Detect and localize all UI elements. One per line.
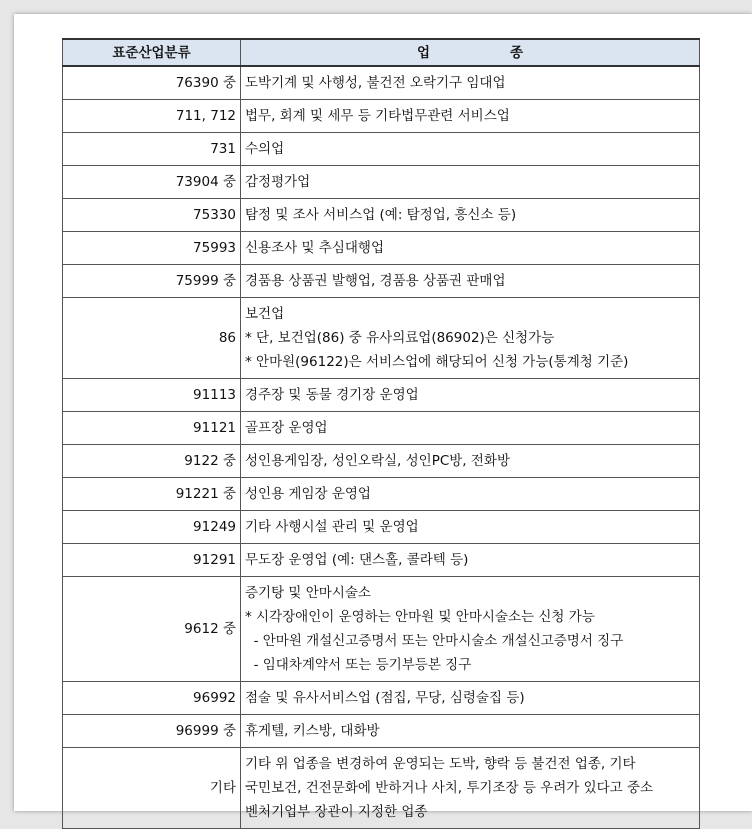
- industry-name-line: 경품용 상품권 발행업, 경품용 상품권 판매업: [245, 272, 506, 289]
- table-row: [63, 99, 700, 132]
- industry-name-line: 신용조사 및 추심대행업: [245, 239, 384, 256]
- industry-name-cell: [241, 477, 700, 510]
- industry-name-cell: [241, 681, 700, 714]
- table-body: [63, 66, 700, 828]
- industry-code-cell: 96992: [63, 681, 241, 714]
- table-row: [63, 747, 700, 828]
- industry-code-cell: 91113: [63, 378, 241, 411]
- industry-code-cell: 9612 중: [63, 576, 241, 681]
- header-name-left: 업: [416, 44, 430, 61]
- industry-name-cell: [241, 297, 700, 378]
- table-row: [63, 165, 700, 198]
- industry-name-line: 증기탕 및 안마시술소: [245, 584, 371, 601]
- industry-name-line: 도박기계 및 사행성, 불건전 오락기구 임대업: [245, 74, 506, 91]
- industry-name-cell: [241, 264, 700, 297]
- industry-name-cell: [241, 198, 700, 231]
- industry-code-cell: 75330: [63, 198, 241, 231]
- table-row: [63, 714, 700, 747]
- industry-name-cell: [241, 714, 700, 747]
- industry-name-line: 기타 위 업종을 변경하여 운영되는 도박, 향락 등 불건전 업종, 기타: [245, 755, 636, 772]
- industry-name-line: - 임대차계약서 또는 등기부등본 징구: [245, 656, 472, 673]
- industry-name-line: 감정평가업: [245, 173, 311, 190]
- industry-name-line: 탐정 및 조사 서비스업 (예: 탐정업, 흥신소 등): [245, 206, 517, 223]
- table-row: [63, 411, 700, 444]
- industry-name-cell: [241, 165, 700, 198]
- restricted-industry-table: [62, 38, 700, 829]
- industry-name-cell: [241, 132, 700, 165]
- industry-name-line: 국민보건, 건전문화에 반하거나 사치, 투기조장 등 우려가 있다고 중소: [245, 779, 654, 796]
- industry-name-cell: [241, 510, 700, 543]
- industry-name-line: 수의업: [245, 140, 285, 157]
- table-row: [63, 681, 700, 714]
- industry-name-cell: [241, 99, 700, 132]
- table-row: [63, 66, 700, 99]
- table-row: [63, 477, 700, 510]
- industry-code-cell: 91121: [63, 411, 241, 444]
- table-row: [63, 132, 700, 165]
- industry-name-line: * 안마원(96122)은 서비스업에 해당되어 신청 가능(통계청 기준): [245, 353, 629, 370]
- industry-name-line: 보건업: [245, 305, 285, 322]
- industry-code-cell: 91221 중: [63, 477, 241, 510]
- table-row: [63, 543, 700, 576]
- industry-name-line: 점술 및 유사서비스업 (점집, 무당, 심령술집 등): [245, 689, 525, 706]
- industry-name-cell: [241, 576, 700, 681]
- industry-name-line: - 안마원 개설신고증명서 또는 안마시술소 개설신고증명서 징구: [245, 632, 624, 649]
- industry-name-line: 법무, 회계 및 세무 등 기타법무관련 서비스업: [245, 107, 510, 124]
- industry-name-line: 성인용게임장, 성인오락실, 성인PC방, 전화방: [245, 452, 511, 469]
- industry-name-cell: [241, 378, 700, 411]
- industry-name-line: * 시각장애인이 운영하는 안마원 및 안마시술소는 신청 가능: [245, 608, 595, 625]
- table-row: [63, 231, 700, 264]
- industry-name-cell: [241, 411, 700, 444]
- table-row: [63, 576, 700, 681]
- industry-code-cell: 75999 중: [63, 264, 241, 297]
- header-name-right: 종: [510, 44, 524, 61]
- industry-code-cell: 91291: [63, 543, 241, 576]
- header-industry-code: 표준산업분류: [63, 39, 241, 66]
- table-row: [63, 444, 700, 477]
- industry-code-cell: 86: [63, 297, 241, 378]
- industry-name-line: 경주장 및 동물 경기장 운영업: [245, 386, 419, 403]
- industry-name-cell: [241, 747, 700, 828]
- industry-name-line: 휴게텔, 키스방, 대화방: [245, 722, 380, 739]
- industry-name-cell: [241, 231, 700, 264]
- table-header-row: [63, 39, 700, 66]
- industry-name-line: * 단, 보건업(86) 중 유사의료업(86902)은 신청가능: [245, 329, 555, 346]
- industry-code-cell: 73904 중: [63, 165, 241, 198]
- industry-name-cell: [241, 66, 700, 99]
- industry-name-cell: [241, 444, 700, 477]
- table-row: [63, 510, 700, 543]
- table-row: [63, 264, 700, 297]
- table-row: [63, 198, 700, 231]
- industry-name-line: 벤처기업부 장관이 지정한 업종: [245, 803, 428, 820]
- table-row: [63, 378, 700, 411]
- industry-code-cell: 91249: [63, 510, 241, 543]
- industry-name-line: 골프장 운영업: [245, 419, 328, 436]
- table-row: [63, 297, 700, 378]
- industry-name-line: 기타 사행시설 관리 및 운영업: [245, 518, 419, 535]
- industry-name-cell: [241, 543, 700, 576]
- industry-code-cell: 76390 중: [63, 66, 241, 99]
- industry-name-line: 무도장 운영업 (예: 댄스홀, 콜라텍 등): [245, 551, 469, 568]
- industry-code-cell: 75993: [63, 231, 241, 264]
- industry-code-cell: 731: [63, 132, 241, 165]
- industry-code-cell: 9122 중: [63, 444, 241, 477]
- industry-name-line: 성인용 게임장 운영업: [245, 485, 371, 502]
- industry-code-cell: 711, 712: [63, 99, 241, 132]
- industry-code-cell: 96999 중: [63, 714, 241, 747]
- header-industry-name: [241, 39, 700, 66]
- industry-code-cell: 기타: [63, 747, 241, 828]
- document-page: [14, 14, 752, 820]
